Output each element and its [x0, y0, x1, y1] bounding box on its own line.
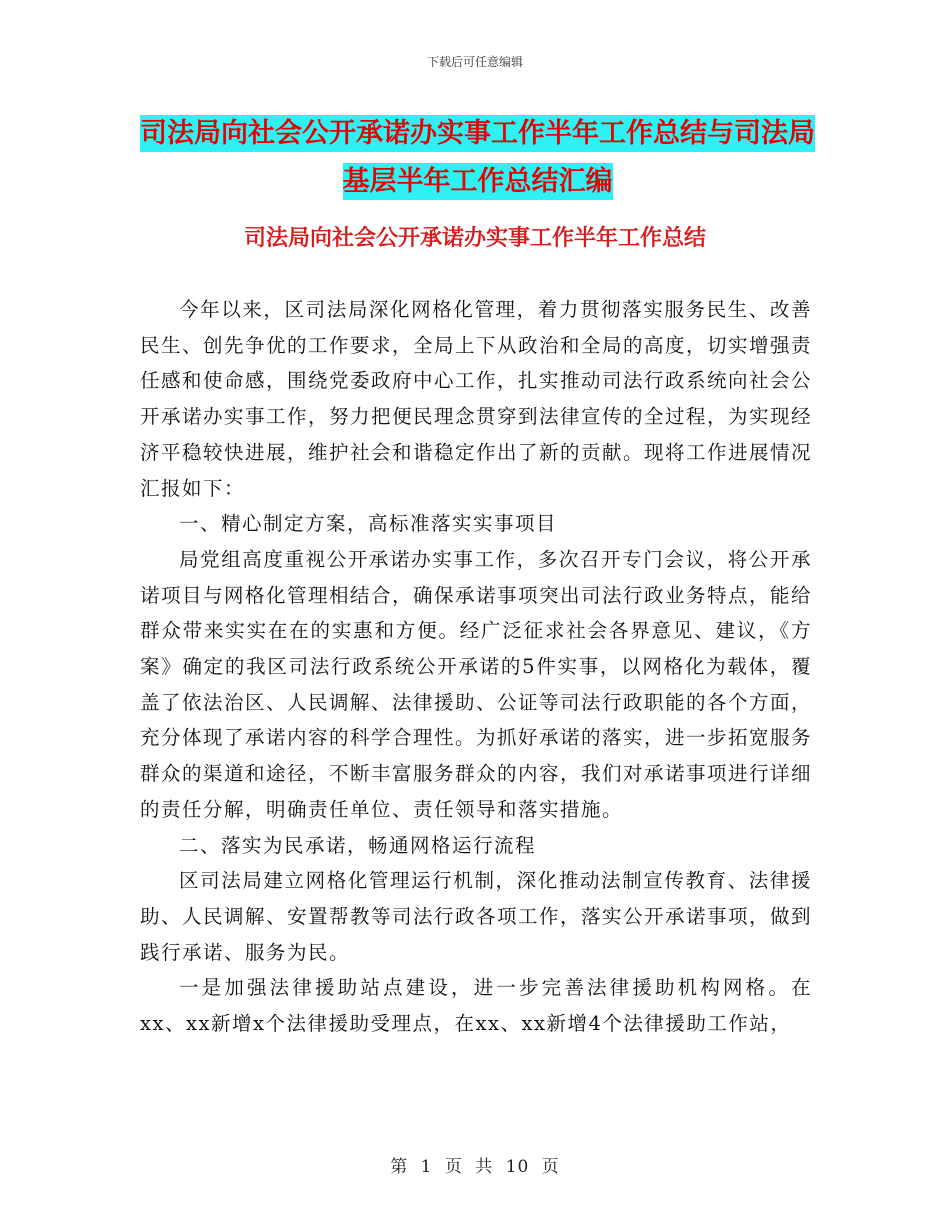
paragraph-intro: 今年以来，区司法局深化网格化管理，着力贯彻落实服务民生、改善民生、创先争优的工作要求，全局上下从政治和全局的高度，切实增强责任感和使命感，围绕党委政府中心工作，扎实推动司法行政系统向社会公开承诺办实事工作，努力把便民理念贯穿到法律宣传的全过程，为实现经济平稳较快进展，维护社会和谐稳定作出了新的贡献。现将工作进展情况汇报如下： [140, 298, 813, 500]
page-footer [0, 1152, 950, 1177]
header-note: 下载后可任意编辑 [426, 55, 523, 69]
paragraph-one: 局党组高度重视公开承诺办实事工作，多次召开专门会议，将公开承诺项目与网格化管理相结合，确保承诺事项突出司法行政业务特点，能给群众带来实实在在的实惠和方便。经广泛征求社会各界意见、建议，《方案》确定的我区司法行政系统公开承诺的5件实事，以网格化为载体，覆盖了依法治区、人民调解、法律援助、公证等司法行政职能的各个方面，充分体现了承诺内容的科学合理性。为抓好承诺的落实，进一步拓宽服务群众的渠道和途径，不断丰富服务群众的内容，我们对承诺事项进行详细的责任分解，明确责任单位、责任领导和落实措施。 [140, 547, 813, 821]
document-title-text: 司法局向社会公开承诺办实事工作半年工作总结与司法局基层半年工作总结汇编 [140, 115, 815, 200]
body-text [140, 292, 812, 1042]
footer-of: 共 [475, 1157, 494, 1177]
footer-mid: 页 [444, 1157, 463, 1177]
footer-suffix: 页 [541, 1157, 560, 1177]
footer-total-pages: 10 [505, 1157, 530, 1177]
footer-page-number: 1 [420, 1157, 433, 1177]
section-title: 司法局向社会公开承诺办实事工作半年工作总结 [243, 226, 706, 251]
paragraph-three: 一是加强法律援助站点建设，进一步完善法律援助机构网格。在xx、xx新增x个法律援助受理点，在xx、xx新增4个法律援助工作站， [140, 976, 812, 1036]
heading-two: 二、落实为民承诺，畅通网格运行流程 [179, 833, 537, 857]
document-title [140, 110, 815, 206]
heading-one: 一、精心制定方案，高标准落实实事项目 [179, 512, 558, 536]
footer-prefix: 第 [390, 1157, 409, 1177]
paragraph-two: 区司法局建立网格化管理运行机制，深化推动法制宣传教育、法律援助、人民调解、安置帮教等司法行政各项工作，落实公开承诺事项，做到践行承诺、服务为民。 [140, 869, 813, 964]
